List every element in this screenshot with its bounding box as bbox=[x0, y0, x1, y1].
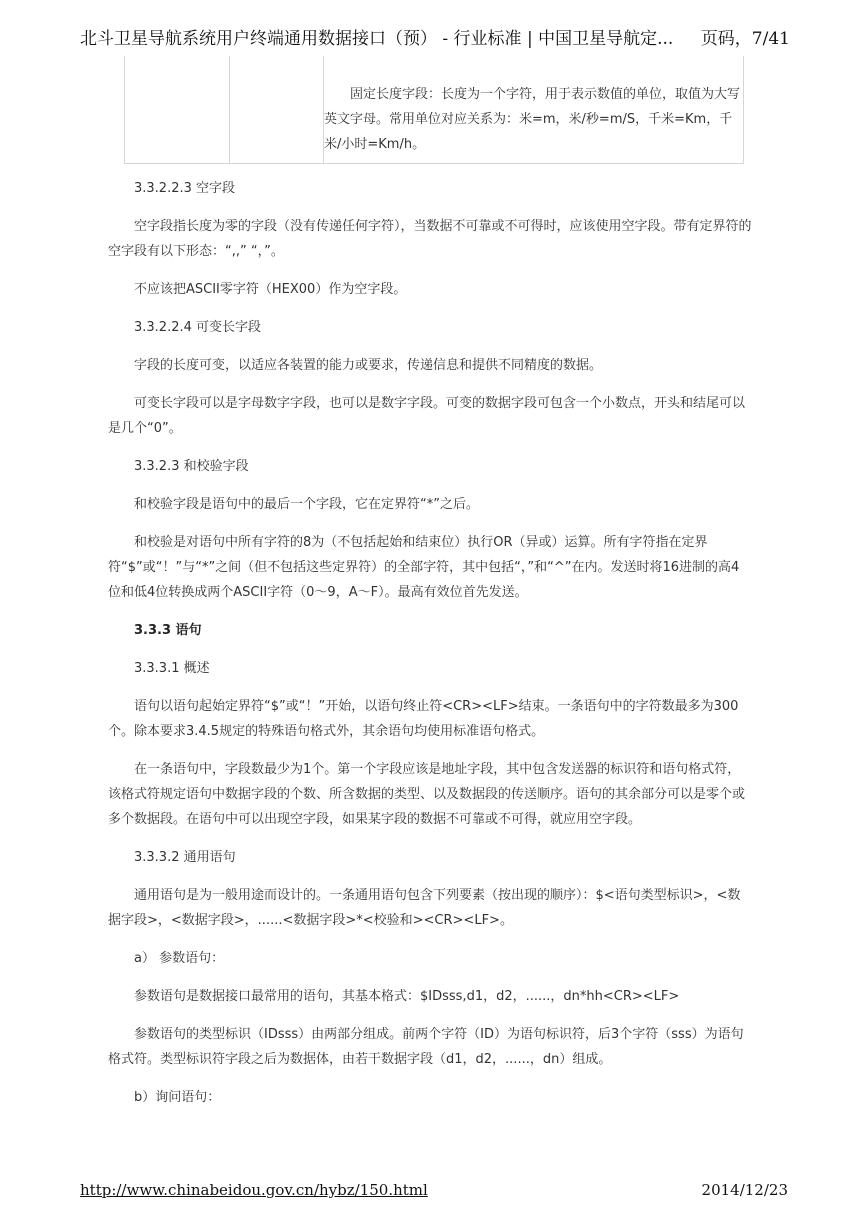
document-body bbox=[108, 176, 752, 1123]
paragraph: 通用语句是为一般用途而设计的。一条通用语句包含下列要素（按出现的顺序）：$<语句类型标识>，<数据字段>，<数据字段>，......<数据字段>*<校验和><CR><LF>。 bbox=[108, 888, 741, 928]
section-heading: 3.3.3.2 通用语句 bbox=[134, 850, 236, 865]
section-heading-bold: 3.3.3 语句 bbox=[134, 623, 202, 638]
paragraph: 和校验字段是语句中的最后一个字段，它在定界符“*”之后。 bbox=[134, 497, 479, 512]
page-number: 页码，7/41 bbox=[700, 29, 790, 49]
paragraph: 不应该把ASCII零字符（HEX00）作为空字段。 bbox=[134, 282, 407, 297]
table-fragment bbox=[124, 56, 744, 164]
paragraph: 可变长字段可以是字母数字字段，也可以是数字字段。可变的数据字段可包含一个小数点，开头和结尾可以是几个“0”。 bbox=[108, 396, 746, 436]
table-cell-text: 固定长度字段：长度为一个字符，用于表示数值的单位，取值为大写英文字母。常用单位对应关系为：米=m，米/秒=m/S，千米=Km，千米/小时=Km/h。 bbox=[324, 87, 741, 152]
paragraph: 参数语句是数据接口最常用的语句，其基本格式：$IDsss,d1，d2，......，dn*hh<CR><LF> bbox=[134, 989, 680, 1004]
page-header-title: 北斗卫星导航系统用户终端通用数据接口（预） - 行业标准 | 中国卫星导航定... bbox=[80, 29, 674, 49]
section-heading: 3.3.2.2.4 可变长字段 bbox=[134, 320, 262, 335]
paragraph: 在一条语句中，字段数最少为1个。第一个字段应该是地址字段，其中包含发送器的标识符和语句格式符，该格式符规定语句中数据字段的个数、所含数据的类型、以及数据段的传送顺序。语句的其余部分可以是零个或多个数据段。在语句中可以出现空字段，如果某字段的数据不可靠或不可得，就应用空字段。 bbox=[108, 762, 746, 827]
list-item-label: a） 参数语句： bbox=[134, 951, 225, 966]
footer-url-link[interactable]: http://www.chinabeidou.gov.cn/hybz/150.html bbox=[80, 1181, 428, 1199]
section-heading: 3.3.2.3 和校验字段 bbox=[134, 459, 249, 474]
paragraph: 字段的长度可变，以适应各装置的能力或要求，传递信息和提供不同精度的数据。 bbox=[134, 358, 603, 373]
table-cell-2 bbox=[230, 56, 324, 163]
paragraph: 参数语句的类型标识（IDsss）由两部分组成。前两个字符（ID）为语句标识符，后3个字符（sss）为语句格式符。类型标识符字段之后为数据体，由若干数据字段（d1，d2，......，dn）组成。 bbox=[108, 1027, 744, 1067]
list-item-label: b）询问语句： bbox=[134, 1090, 221, 1105]
paragraph: 语句以语句起始定界符“$”或“！”开始，以语句终止符<CR><LF>结束。一条语句中的字符数最多为300个。除本要求3.4.5规定的特殊语句格式外，其余语句均使用标准语句格式。 bbox=[108, 699, 739, 739]
table-cell-1 bbox=[125, 56, 230, 163]
footer-date: 2014/12/23 bbox=[701, 1181, 788, 1199]
section-heading: 3.3.3.1 概述 bbox=[134, 661, 210, 676]
paragraph: 和校验是对语句中所有字符的8为（不包括起始和结束位）执行OR（异或）运算。所有字符指在定界符“$”或“！”与“*”之间（但不包括这些定界符）的全部字符，其中包括“，”和“^”在内。发送时将16进制的高4位和低4位转换成两个ASCII字符（0～9，A～F）。最高有效位首先发送。 bbox=[108, 535, 740, 600]
section-heading: 3.3.2.2.3 空字段 bbox=[134, 181, 236, 196]
paragraph: 空字段指长度为零的字段（没有传递任何字符），当数据不可靠或不可得时，应该使用空字段。带有定界符的空字段有以下形态：“,,” “，”。 bbox=[108, 219, 752, 259]
